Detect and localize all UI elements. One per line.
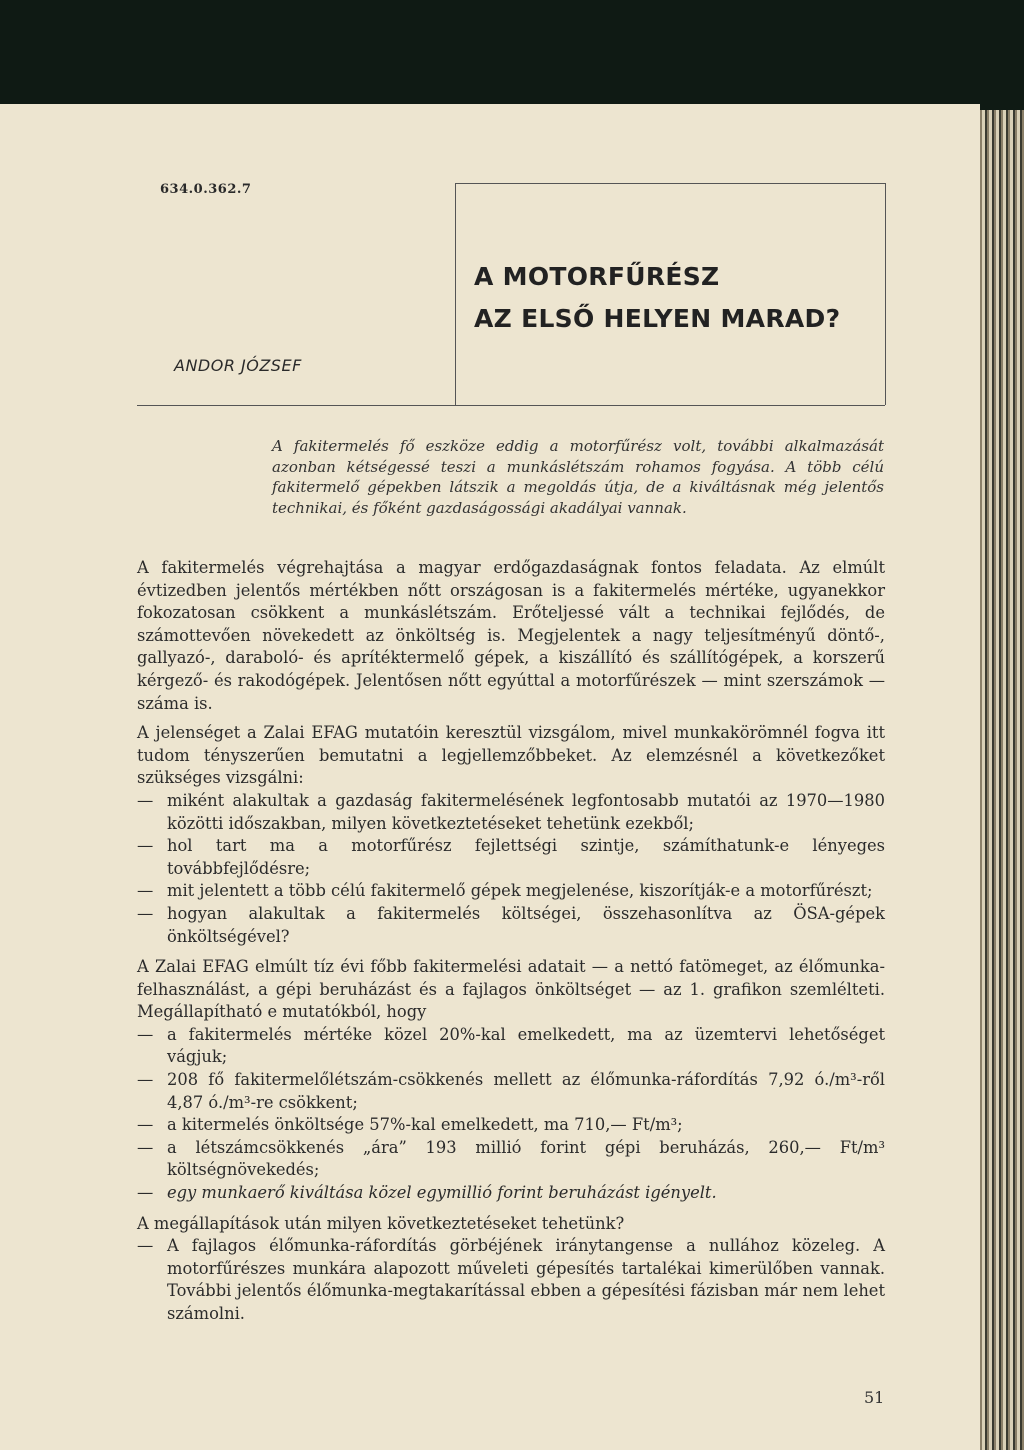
page-edge [980, 110, 1024, 1450]
list-item: — A fajlagos élőmunka-ráfordítás görbéjének iránytangense a nullához közeleg. A motorfűrészes munkára alapozott műveleti gépesítés tartalékai kimerülőben vannak. További jelentős élőmunka-megtakarítással ebben a gépesítési fázisban már nem lehet számolni. [137, 1235, 885, 1325]
list-item: — a kitermelés önköltsége 57%-kal emelkedett, ma 710,— Ft/m³; [137, 1114, 885, 1137]
title-line-1: A MOTORFŰRÉSZ [474, 262, 720, 291]
question-list [137, 790, 885, 948]
list-item: — hogyan alakultak a fakitermelés költségei, összehasonlítva az ÖSA-gépek önköltségével? [137, 903, 885, 948]
abstract: A fakitermelés fő eszköze eddig a motorfűrész volt, további alkalmazását azonban kétségessé teszi a munkáslétszám rohamos fogyása. A több célú fakitermelő gépekben látszik a megoldás útja, de a kiváltásnak még jelentős technikai, és főként gazdaságossági akadályai vannak. [272, 437, 884, 517]
list-item: — a létszámcsökkenés „ára” 193 millió forint gépi beruházás, 260,— Ft/m³ költségnövekedés; [137, 1137, 885, 1182]
title-line-2: AZ ELSŐ HELYEN MARAD? [474, 304, 841, 333]
findings-list [137, 1024, 885, 1205]
paragraph-2: A jelenséget a Zalai EFAG mutatóin keresztül vizsgálom, mivel munkakörömnél fogva itt tudom tényszerűen bemutatni a legjellemzőbbeket. Az elemzésnél a következőket szükséges vizsgálni: [137, 723, 885, 788]
list-item: — miként alakultak a gazdaság fakitermelésének legfontosabb mutatói az 1970—1980 közötti időszakban, milyen következtetéseket tehetünk ezekből; [137, 790, 885, 835]
list-item: — egy munkaerő kiváltása közel egymillió forint beruházást igényelt. [137, 1182, 885, 1205]
title-box-left-rule [455, 183, 456, 405]
article-title [474, 256, 840, 340]
list-item: — mit jelentett a több célú fakitermelő gépek megjelenése, kiszorítják-e a motorfűrészt; [137, 880, 885, 903]
page-number: 51 [864, 1388, 885, 1407]
list-item: — hol tart ma a motorfűrész fejlettségi szintje, számíthatunk-e lényeges továbbfejlődésre; [137, 835, 885, 880]
title-box-right-rule [885, 183, 886, 405]
title-box-top-rule [455, 183, 885, 184]
list-item: — a fakitermelés mértéke közel 20%-kal emelkedett, ma az üzemtervi lehetőséget vágjuk; [137, 1024, 885, 1069]
author-name: ANDOR JÓZSEF [174, 356, 302, 375]
conclusions-list [137, 1235, 885, 1325]
header-bottom-rule [137, 405, 885, 406]
paragraph-4: A megállapítások után milyen következtetéseket tehetünk? [137, 1213, 625, 1233]
paragraph-1: A fakitermelés végrehajtása a magyar erdőgazdaságnak fontos feladata. Az elmúlt évtizedben jelentős mértékben nőtt országosan is a fakitermelés mértéke, ugyanekkor fokozatosan csökkent a munkáslétszám. Erőteljessé vált a technikai fejlődés, de számottevően növekedett az önköltség is. Megjelentek a nagy teljesítményű döntő-, gallyazó-, daraboló- és aprítéktermelő gépek, a kiszállító és szállítógépek, a korszerű kérgező- és rakodógépek. Jelentősen nőtt egyúttal a motorfűrészek — mint szerszámok — száma is. [137, 558, 885, 713]
udc-code: 634.0.362.7 [160, 182, 252, 197]
article-body [137, 557, 885, 1334]
list-item: — 208 fő fakitermelőlétszám-csökkenés mellett az élőmunka-ráfordítás 7,92 ó./m³-ről 4,87 ó./m³-re csökkent; [137, 1069, 885, 1114]
paragraph-3: A Zalai EFAG elmúlt tíz évi főbb fakitermelési adatait — a nettó fatömeget, az élőmunka-felhasználást, a gépi beruházást és a fajlagos önköltséget — az 1. grafikon szemlélteti. Megállapítható e mutatókból, hogy [137, 957, 885, 1022]
